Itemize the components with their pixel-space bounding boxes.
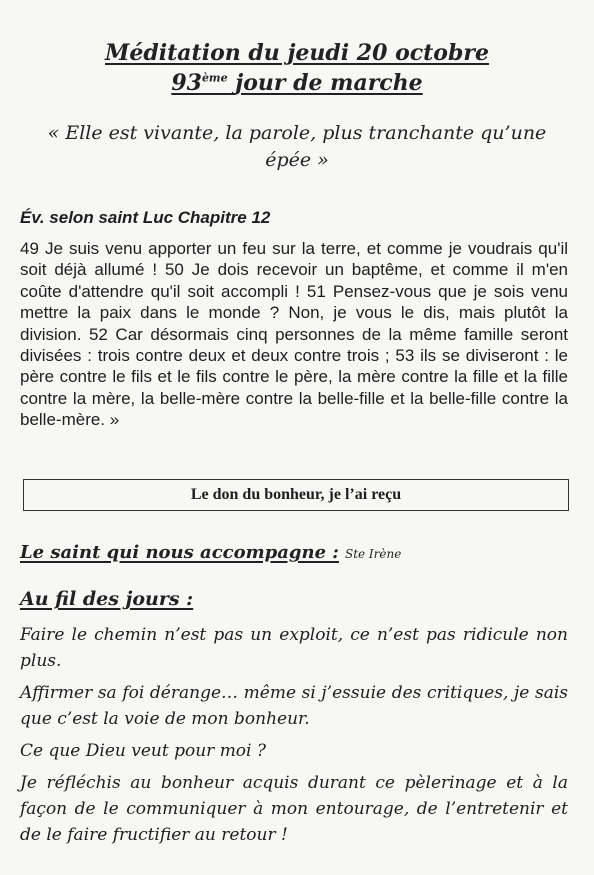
saint-line [20,542,401,563]
fil-heading-text: Au fil des jours : [20,588,194,610]
page-title [0,40,594,66]
saint-name: Ste Irène [344,547,402,561]
page-subtitle [0,70,594,96]
gift-box-text: Le don du bonheur, je l’ai reçu [190,486,402,503]
title-line-1: Méditation du jeudi 20 octobre [105,40,489,66]
reflection-paragraph-2: Affirmer sa foi dérange… même si j’essuie des critiques, je sais que c’est la voie de mon bonheur. [20,683,568,729]
fil-des-jours-heading [20,588,193,610]
gospel-heading: Év. selon saint Luc Chapitre 12 [20,208,271,227]
saint-label: Le saint qui nous accompagne : [20,542,339,563]
day-number: 93 [171,70,202,96]
reflection-paragraph-1: Faire le chemin n’est pas un exploit, ce n’est pas ridicule non plus. [20,625,568,671]
gospel-text: 49 Je suis venu apporter un feu sur la terre, et comme je voudrais qu'il soit déjà allumé ! 50 Je dois recevoir un baptême, et comme il m'en coûte d'attendre qu'il soit accompli ! 51 Pensez-vous que je sois venu mettre la paix dans le monde ? Non, je vous le dis, mais plutôt la division. 52 Car désormais cinq personnes de la même famille seront divisées : trois contre deux et deux contre trois ; 53 ils se diviseront : le père contre le fils et le fils contre le père, la mère contre la fille et la fille contre la mère, la belle-mère contre la belle-fille et la belle-fille contre la belle-mère. » [20,239,568,430]
day-label: jour de marche [235,70,423,96]
subtitle-underlined [171,70,422,96]
scripture-quote: « Elle est vivante, la parole, plus tranchante qu’une épée » [47,122,547,171]
reflection-paragraph-3: Ce que Dieu veut pour moi ? [20,741,267,761]
gift-box [23,479,569,511]
reflection-paragraph-4: Je réfléchis au bonheur acquis durant ce pèlerinage et à la façon de le communiquer à mon entourage, de l’entretenir et de le faire fructifier au retour ! [20,773,568,845]
day-suffix: ème [201,71,228,85]
